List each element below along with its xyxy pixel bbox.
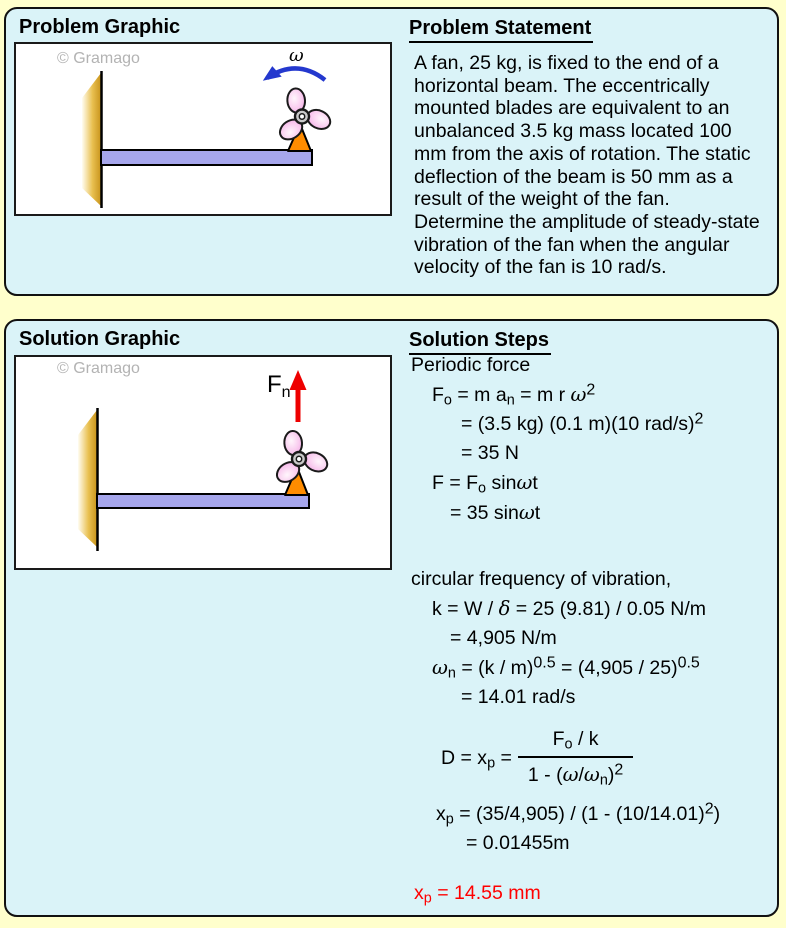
fraction-denominator (518, 756, 633, 790)
eq-part: / (578, 764, 584, 786)
beam (101, 150, 312, 165)
solution-line (407, 565, 720, 594)
statement-line: deflection of the beam is 50 mm as a (414, 165, 733, 188)
eq-part: = 35 sin (450, 502, 519, 524)
eq-part: n (447, 665, 456, 682)
solution-line (407, 380, 720, 410)
eq-part: ω (570, 383, 587, 406)
eq-part: ω (562, 763, 579, 786)
force-arrow-shaft (296, 388, 301, 422)
eq-part: n (599, 772, 608, 789)
eq-part: 2 (694, 410, 704, 428)
solution-steps-title: Solution Steps (409, 329, 551, 355)
problem-statement-column (407, 17, 593, 43)
fan-hub-center (296, 456, 301, 461)
solution-lines-group (407, 351, 720, 712)
eq-part: = (495, 746, 512, 769)
eq-part: = 14.55 mm (431, 882, 541, 904)
eq-part: circular frequency of vibration, (411, 568, 672, 590)
problem-diagram (16, 44, 390, 214)
statement-line: mounted blades are equivalent to an (414, 97, 730, 120)
eq-part: F = F (432, 472, 479, 494)
eq-part: x (436, 803, 446, 825)
wall (78, 410, 97, 547)
solution-graphic-title: Solution Graphic (19, 328, 181, 350)
eq-part: = 4,905 N/m (450, 627, 557, 649)
eq-part: 1 - ( (527, 764, 563, 786)
beam (97, 494, 309, 508)
eq-part: ) (713, 803, 721, 825)
eq-part: p (423, 890, 432, 907)
watermark: © Gramago (57, 360, 140, 377)
eq-part: δ (498, 597, 511, 620)
eq-part: o (443, 392, 452, 409)
problem-graphic-title: Problem Graphic (19, 16, 181, 38)
solution-line (407, 653, 720, 683)
solution-steps-text (407, 351, 720, 908)
eq-part: ω (518, 501, 535, 524)
watermark: © Gramago (57, 50, 140, 67)
problem-statement-title: Problem Statement (409, 17, 593, 43)
problem-statement-text (414, 52, 760, 279)
statement-line: horizontal beam. The eccentrically (414, 74, 710, 97)
problem-panel (4, 7, 779, 296)
solution-graphic-box (14, 355, 392, 570)
eq-part: o (478, 480, 487, 497)
eq-part: 2 (586, 381, 596, 399)
eq-part: = 0.01455m (466, 832, 570, 854)
eq-part: ω (432, 656, 448, 679)
eq-part: ω (516, 471, 533, 494)
eq-part: ) (607, 764, 615, 786)
solution-line (407, 829, 720, 858)
eq-part: t (534, 502, 541, 524)
amplitude-equation (407, 726, 720, 790)
fraction-numerator (543, 726, 609, 756)
eq-part: sin (486, 472, 517, 494)
solution-line (407, 800, 720, 829)
eq-part: = (3.5 kg) (0.1 m)(10 rad/s) (461, 413, 695, 435)
eq-part: = 35 N (461, 442, 519, 464)
eq-part: / k (572, 728, 599, 750)
fraction (518, 726, 633, 790)
statement-line: result of the weight of the fan. (414, 188, 670, 211)
eq-part: n (506, 392, 515, 409)
statement-line: Determine the amplitude of steady-state (414, 210, 760, 233)
eq-part: D = x (441, 746, 488, 769)
omega-label: ω (289, 45, 304, 66)
solution-diagram (16, 357, 390, 568)
eq-part: = m a (451, 384, 507, 406)
eq-part: = (4,905 / 25) (555, 657, 678, 679)
force-label: $F_n$ (267, 371, 291, 401)
fan-hub-center (299, 114, 304, 119)
eq-part: k = W / (432, 598, 499, 620)
wall (82, 73, 101, 206)
eq-part: = 14.01 rad/s (461, 686, 576, 708)
solution-panel (4, 319, 779, 917)
solution-line (407, 498, 720, 528)
solution-line (407, 351, 720, 380)
solution-lines-group (407, 800, 720, 858)
force-arrow-icon (290, 370, 307, 422)
solution-line (407, 410, 720, 439)
eq-part: ω (583, 763, 600, 786)
eq-part: = 25 (9.81) / 0.05 N/m (510, 598, 707, 620)
solution-line (407, 624, 720, 653)
eq-part: 2 (704, 800, 714, 818)
eq-part: F (432, 384, 444, 406)
solution-line (407, 468, 720, 498)
statement-line: velocity of the fan is 10 rad/s. (414, 256, 667, 279)
result-line (407, 879, 720, 908)
eq-part: = m r (514, 384, 571, 406)
eq-part: o (564, 736, 573, 753)
eq-part: Periodic force (411, 354, 531, 376)
statement-line: vibration of the fan when the angular (414, 233, 730, 256)
eq-part: p (445, 811, 454, 828)
eq-part: 0.5 (533, 654, 556, 672)
eq-part: p (487, 754, 496, 771)
eq-part: = (35/4,905) / (1 - (10/14.01) (453, 803, 705, 825)
solution-line (407, 594, 720, 624)
rotation-arrow-icon (267, 68, 325, 80)
eq-part: t (532, 472, 538, 494)
fraction-prefix (441, 747, 512, 770)
force-arrow-head (290, 370, 307, 390)
statement-line: mm from the axis of rotation. The static (414, 142, 751, 165)
eq-part: 0.5 (677, 654, 700, 672)
problem-graphic-box (14, 42, 392, 216)
eq-part: F (552, 728, 565, 750)
solution-line (407, 439, 720, 468)
eq-part: x (414, 882, 424, 904)
statement-line: unbalanced 3.5 kg mass located 100 (414, 120, 732, 143)
eq-part: 2 (614, 761, 624, 779)
statement-line: A fan, 25 kg, is fixed to the end of a (414, 52, 719, 74)
eq-part: = (k / m) (455, 657, 534, 679)
solution-line (407, 683, 720, 712)
